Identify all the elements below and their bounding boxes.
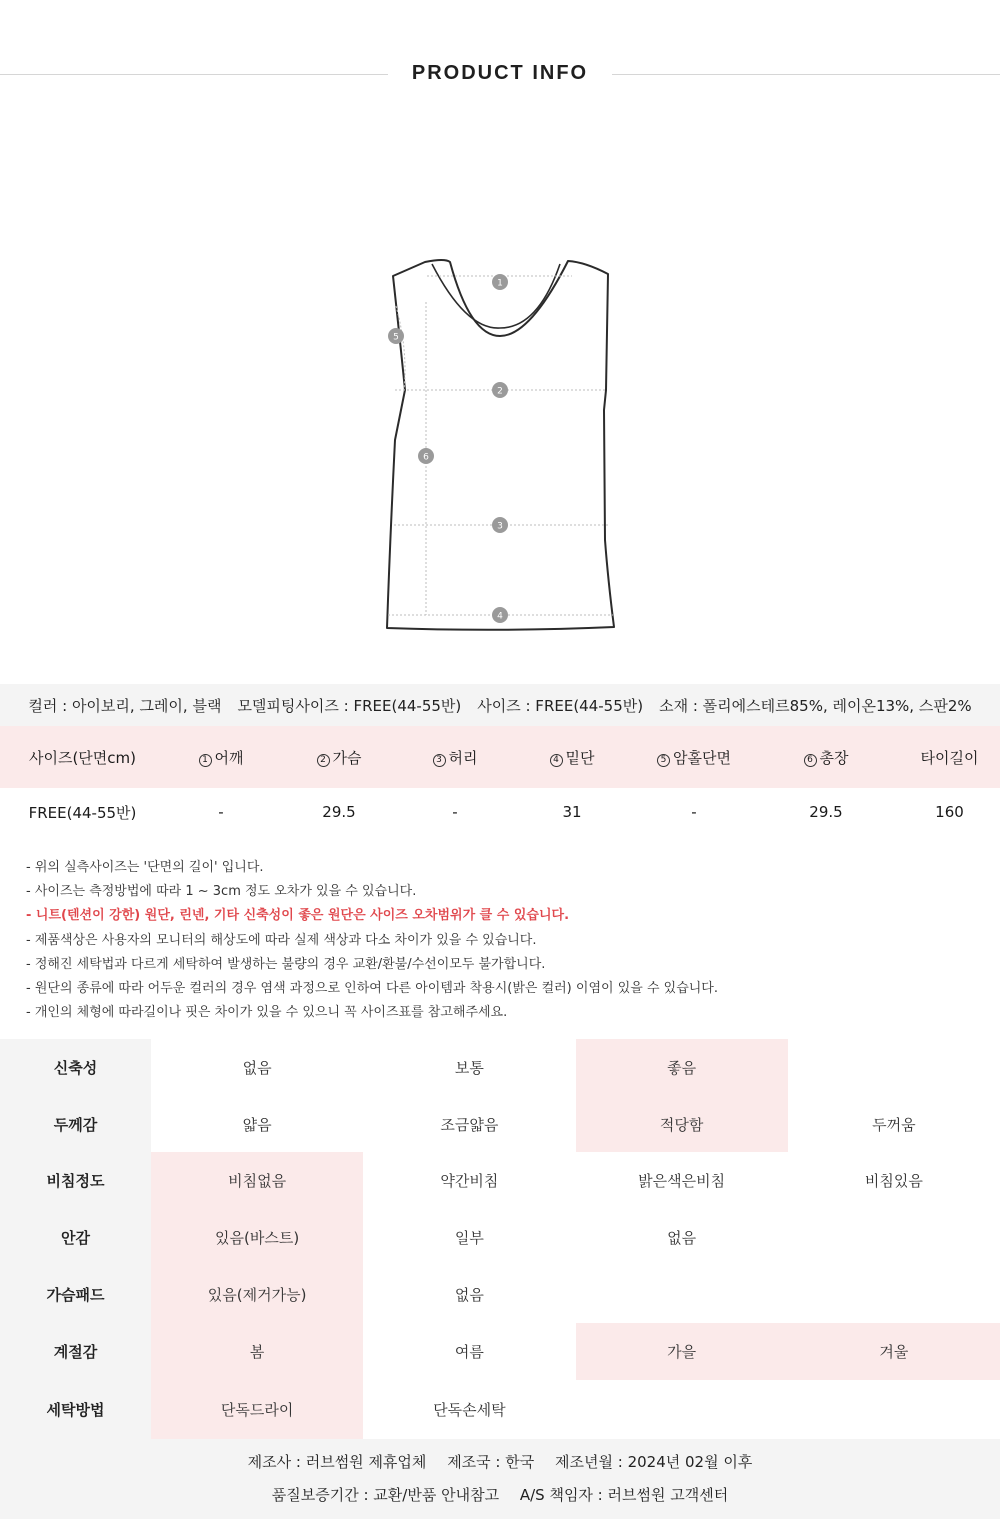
measure-marker-2 xyxy=(492,382,508,398)
number-badge-icon: 1 xyxy=(199,754,212,767)
number-badge-icon: 3 xyxy=(433,754,446,767)
model-size-info: 모델피팅사이즈 : FREE(44-55반) xyxy=(237,696,462,715)
col-waist: 3 허리 xyxy=(401,747,509,768)
attribute-option: 얇음 xyxy=(242,1115,272,1134)
attribute-option-selected: 좋음 xyxy=(576,1039,788,1096)
attribute-row xyxy=(0,1096,1000,1152)
attribute-label: 가슴패드 xyxy=(0,1266,151,1323)
attribute-label: 두께감 xyxy=(0,1096,151,1152)
attribute-option: 조금얇음 xyxy=(440,1115,499,1134)
attribute-option-selected: 단독드라이 xyxy=(151,1380,363,1439)
col-tie-length: 타이길이 xyxy=(920,748,979,767)
attribute-option: 단독손세탁 xyxy=(433,1401,506,1419)
divider-left xyxy=(0,74,388,75)
armhole-value: - xyxy=(691,803,697,821)
attribute-option: 없음 xyxy=(667,1229,697,1247)
number-badge-icon: 5 xyxy=(657,754,670,767)
attribute-row xyxy=(0,1209,1000,1266)
product-info-header xyxy=(0,52,1000,98)
footer-line-1 xyxy=(0,1451,1000,1472)
attribute-option-selected: 봄 xyxy=(151,1323,363,1380)
note-line: - 정해진 세탁법과 다르게 세탁하여 발생하는 불량의 경우 교환/환불/수선이모두 불가합니다. xyxy=(26,956,546,972)
attribute-option xyxy=(576,1266,788,1323)
section-title: PRODUCT INFO xyxy=(411,62,589,84)
note-line: - 개인의 체형에 따라길이나 핏은 차이가 있을 수 있으니 꼭 사이즈표를 참고해주세요. xyxy=(26,1005,508,1021)
attribute-option: 약간비침 xyxy=(440,1172,499,1190)
col-hem: 4 밑단 xyxy=(509,747,635,768)
size-info: 사이즈 : FREE(44-55반) xyxy=(477,696,644,715)
manufacturer: 제조사 : 러브썸원 제휴업체 xyxy=(247,1453,427,1471)
svg-text:5: 5 xyxy=(393,332,399,343)
attribute-option: 비침있음 xyxy=(864,1172,923,1190)
attribute-row xyxy=(0,1152,1000,1209)
attribute-option-selected: 있음(바스트) xyxy=(151,1209,363,1266)
shoulder-value: - xyxy=(218,803,224,821)
attribute-option: 보통 xyxy=(454,1059,484,1077)
attribute-option: 없음 xyxy=(242,1059,272,1077)
measure-marker-1 xyxy=(492,274,508,290)
attribute-option-selected: 적당함 xyxy=(576,1096,788,1152)
size-col-header: 사이즈(단면cm) xyxy=(28,748,136,767)
measure-marker-5 xyxy=(388,328,404,344)
hem-value: 31 xyxy=(562,803,582,821)
attribute-option: 여름 xyxy=(454,1343,484,1361)
attribute-option: 일부 xyxy=(454,1229,484,1247)
waist-value: - xyxy=(452,803,458,821)
attribute-row xyxy=(0,1323,1000,1380)
note-line: - 위의 실측사이즈는 '단면의 길이' 입니다. xyxy=(26,860,264,875)
size-notes xyxy=(26,856,976,1025)
measure-marker-6 xyxy=(418,448,434,464)
note-line: - 사이즈는 측정방법에 따라 1 ~ 3cm 정도 오차가 있을 수 있습니다. xyxy=(26,884,417,900)
divider-right xyxy=(612,74,1000,75)
col-armhole: 5 암홀단면 xyxy=(635,747,753,768)
svg-text:2: 2 xyxy=(497,386,503,397)
attribute-label: 계절감 xyxy=(0,1323,151,1380)
svg-text:4: 4 xyxy=(497,611,503,622)
note-line-warning: - 니트(텐션이 강한) 원단, 린넨, 기타 신축성이 좋은 원단은 사이즈 오차범위가 클 수 있습니다. xyxy=(26,908,570,924)
as-manager: A/S 책임자 : 러브썸원 고객센터 xyxy=(519,1486,729,1504)
manufacture-date: 제조년월 : 2024년 02월 이후 xyxy=(555,1453,753,1471)
attribute-label: 비침정도 xyxy=(0,1152,151,1209)
svg-text:6: 6 xyxy=(423,452,429,463)
chest-value: 29.5 xyxy=(322,803,356,821)
attribute-option-selected: 비침없음 xyxy=(151,1152,363,1209)
attribute-option-selected: 겨울 xyxy=(788,1323,1000,1380)
garment-sketch xyxy=(370,240,630,650)
attribute-row xyxy=(0,1380,1000,1439)
attribute-label: 신축성 xyxy=(0,1039,151,1096)
warranty: 품질보증기간 : 교환/반품 안내참고 xyxy=(271,1486,500,1504)
col-length: 6 총장 xyxy=(753,747,899,768)
attribute-option-selected: 가을 xyxy=(576,1323,788,1380)
col-shoulder: 1 어깨 xyxy=(165,747,277,768)
attribute-option xyxy=(788,1266,1000,1323)
attribute-option: 두꺼움 xyxy=(872,1115,916,1134)
col-chest: 2 가슴 xyxy=(277,747,401,768)
attribute-option xyxy=(788,1209,1000,1266)
country: 제조국 : 한국 xyxy=(447,1453,535,1471)
attribute-label: 세탁방법 xyxy=(0,1380,151,1439)
size-table-header xyxy=(0,726,1000,788)
note-line: - 원단의 종류에 따라 어두운 컬러의 경우 염색 과정으로 인하여 다른 아이템과 착용시(밝은 컬러) 이염이 있을 수 있습니다. xyxy=(26,981,719,997)
svg-text:1: 1 xyxy=(497,278,503,289)
note-line: - 제품색상은 사용자의 모니터의 해상도에 따라 실제 색상과 다소 차이가 있을 수 있습니다. xyxy=(26,932,537,948)
attribute-option xyxy=(788,1380,1000,1439)
attribute-label: 안감 xyxy=(0,1209,151,1266)
attribute-option: 밝은색은비침 xyxy=(638,1172,726,1190)
attribute-row xyxy=(0,1039,1000,1096)
manufacturer-footer xyxy=(0,1439,1000,1519)
attribute-option: 없음 xyxy=(454,1286,484,1304)
attribute-option xyxy=(788,1039,1000,1096)
material-info: 소재 : 폴리에스테르85%, 레이온13%, 스판2% xyxy=(659,696,972,715)
product-info-bar xyxy=(0,684,1000,726)
attribute-option-selected: 있음(제거가능) xyxy=(151,1266,363,1323)
footer-line-2 xyxy=(0,1484,1000,1505)
size-value: FREE(44-55반) xyxy=(28,803,137,822)
attribute-row xyxy=(0,1266,1000,1323)
tie-length-value: 160 xyxy=(935,803,964,821)
measure-marker-3 xyxy=(492,517,508,533)
number-badge-icon: 4 xyxy=(550,754,563,767)
fabric-attribute-table xyxy=(0,1039,1000,1439)
attribute-option xyxy=(576,1380,788,1439)
size-table-row xyxy=(0,788,1000,836)
number-badge-icon: 6 xyxy=(804,754,817,767)
length-value: 29.5 xyxy=(809,803,843,821)
number-badge-icon: 2 xyxy=(317,754,330,767)
color-info: 컬러 : 아이보리, 그레이, 블랙 xyxy=(28,696,222,715)
svg-text:3: 3 xyxy=(497,521,503,532)
measure-marker-4 xyxy=(492,607,508,623)
